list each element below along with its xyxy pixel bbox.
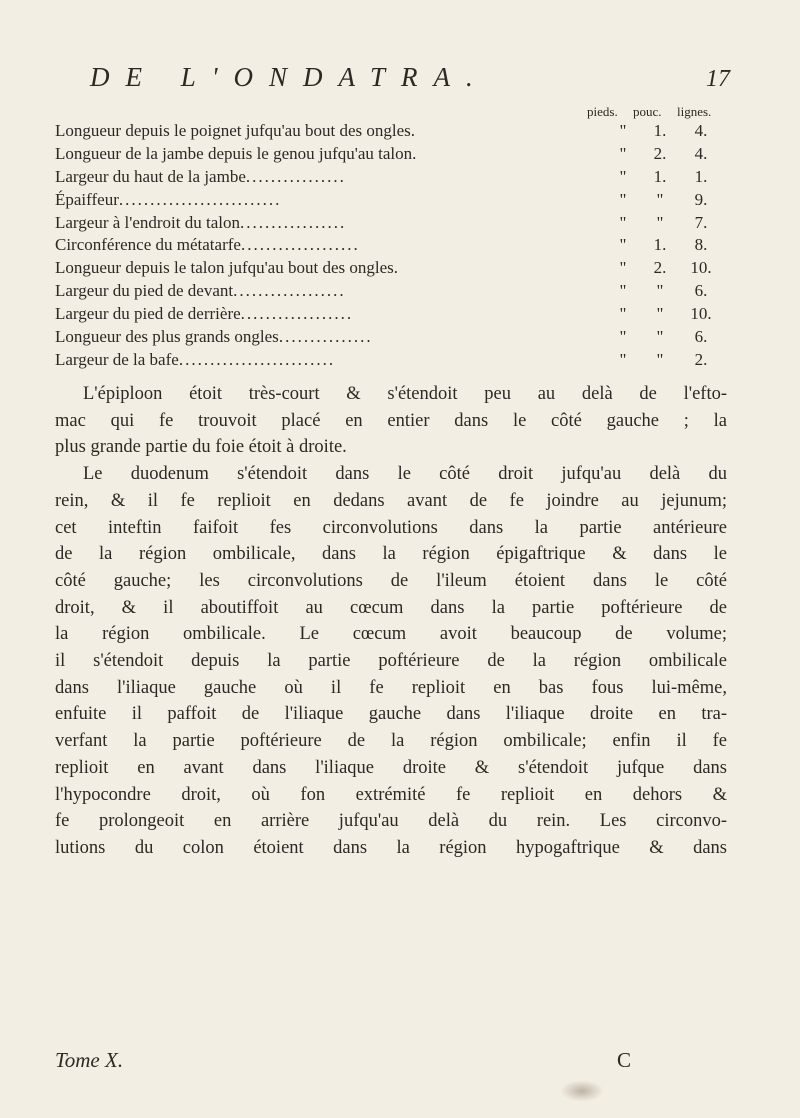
paper-stain — [560, 1080, 604, 1102]
value-pieds: " — [619, 189, 627, 209]
text-line: côté gauche; les circonvolutions de l'ileum étoient dans le côté — [55, 570, 727, 591]
measurement-text: Largeur à l'endroit du talon — [55, 212, 240, 232]
leader-dots: .................. — [240, 304, 354, 324]
column-headers — [55, 104, 725, 120]
text-line: droit, & il aboutiffoit au cœcum dans la partie poftérieure de — [55, 597, 727, 618]
value-pieds: " — [619, 166, 627, 186]
table-row — [55, 212, 725, 235]
value-pouces: " — [656, 304, 664, 324]
value-lignes: 4. — [694, 121, 708, 140]
signature-mark: C — [617, 1048, 632, 1072]
text-line: cet inteftin faifoit fes circonvolutions dans la partie antérieure — [55, 517, 727, 538]
value-lignes: 10. — [690, 258, 712, 278]
measurement-text: Longueur des plus grands ongles — [55, 327, 279, 347]
value-pieds: " — [619, 235, 627, 255]
measurement-label — [55, 143, 633, 166]
measurement-label — [55, 189, 633, 212]
table-row — [55, 189, 725, 212]
text-line: L'épiploon étoit très-court & s'étendoit peu au delà de l'efto- — [83, 384, 727, 404]
table-row — [55, 166, 725, 189]
value-pouces: 2. — [653, 258, 667, 278]
measurement-label — [55, 257, 633, 280]
text-line: plus grande partie du foie étoit à droite. — [55, 437, 347, 458]
leader-dots: .................. — [233, 281, 346, 301]
volume-label: Tome X. — [55, 1048, 124, 1072]
value-pouces: 2. — [653, 143, 667, 163]
text-line: l'hypocondre droit, où fon extrémité fe replioit en dehors & — [55, 784, 727, 805]
leader-dots: ................. — [239, 212, 347, 232]
text-line: rein, & il fe replioit en dedans avant de fe joindre au jejunum; — [55, 490, 727, 511]
table-row — [55, 234, 725, 257]
table-row — [55, 143, 725, 166]
table-row — [55, 120, 725, 143]
value-pouces: " — [656, 349, 664, 369]
column-header-pouces: pouc. — [633, 104, 662, 119]
column-header-lignes: lignes. — [677, 104, 712, 119]
text-line: enfuite il paffoit de l'iliaque gauche dans l'iliaque droite en tra- — [55, 704, 727, 725]
measurement-label — [55, 349, 633, 372]
value-lignes: 10. — [690, 304, 712, 324]
page-number: 17 — [706, 66, 730, 92]
measurement-label — [55, 280, 633, 303]
value-pieds: " — [619, 327, 627, 347]
leader-dots: ................ — [245, 166, 346, 186]
text-line: replioit en avant dans l'iliaque droite & s'étendoit jufque dans — [55, 757, 727, 778]
value-pieds: " — [619, 143, 627, 163]
text-line: lutions du colon étoient dans la région hypogaftrique & dans — [55, 837, 727, 858]
text-line: Le duodenum s'étendoit dans le côté droit jufqu'au delà du — [83, 464, 727, 485]
value-pouces: " — [656, 281, 664, 301]
measurement-text: Longueur depuis le talon jufqu'au bout des ongles. — [55, 258, 398, 278]
measurements-table — [55, 104, 725, 372]
measurement-text: Longueur depuis le poignet jufqu'au bout des ongles. — [55, 121, 415, 140]
text-line: dans l'iliaque gauche où il fe replioit en bas fous lui-même, — [55, 677, 727, 698]
value-pieds: " — [619, 121, 627, 140]
value-pouces: " — [656, 327, 664, 347]
value-pouces: 1. — [653, 121, 667, 140]
measurement-label — [55, 166, 633, 189]
measurement-rows — [55, 120, 725, 372]
measurement-label — [55, 326, 633, 349]
text-line: il s'étendoit depuis la partie poftérieure de la région ombilicale — [55, 651, 727, 672]
page-footer — [55, 1048, 655, 1072]
leader-dots: ......................... — [178, 349, 336, 369]
measurement-text: Circonférence du métatarfe — [55, 235, 241, 255]
leader-dots: ................... — [240, 235, 360, 255]
value-lignes: 6. — [694, 281, 708, 301]
text-line: verfant la partie poftérieure de la région ombilicale; enfin il fe — [55, 731, 727, 752]
measurement-text: Largeur du pied de derrière — [55, 304, 241, 324]
measurement-label — [55, 120, 633, 143]
measurement-text: Largeur du haut de la jambe — [55, 166, 246, 186]
value-lignes: 4. — [694, 143, 708, 163]
text-line: fe prolongeoit en arrière jufqu'au delà du rein. Les circonvo- — [55, 811, 727, 832]
value-pieds: " — [619, 349, 627, 369]
text-line: de la région ombilicale, dans la région épigaftrique & dans le — [55, 544, 727, 565]
measurement-text: Largeur du pied de devant — [55, 281, 234, 301]
value-pouces: 1. — [653, 166, 667, 186]
table-row — [55, 349, 725, 372]
measurement-text: Largeur de la bafe — [55, 349, 179, 369]
value-lignes: 8. — [694, 235, 708, 255]
running-title: DE L'ONDATRA. — [90, 62, 489, 92]
body-text — [55, 381, 727, 862]
value-lignes: 2. — [694, 349, 708, 369]
value-lignes: 7. — [694, 212, 708, 232]
column-header-pieds: pieds. — [587, 104, 618, 119]
value-pouces: 1. — [653, 235, 667, 255]
measurement-label — [55, 234, 633, 257]
value-pieds: " — [619, 258, 627, 278]
text-line: mac qui fe trouvoit placé en entier dans le côté gauche ; la — [55, 410, 727, 431]
leader-dots: ............... — [278, 327, 373, 347]
value-pouces: " — [656, 189, 664, 209]
measurement-text: Longueur de la jambe depuis le genou jufqu'au talon. — [55, 143, 417, 163]
value-lignes: 9. — [694, 189, 708, 209]
table-row — [55, 326, 725, 349]
table-row — [55, 257, 725, 280]
text-line: la région ombilicale. Le cœcum avoit beaucoup de volume; — [55, 624, 727, 645]
measurement-label — [55, 212, 633, 235]
table-row — [55, 303, 725, 326]
value-pieds: " — [619, 212, 627, 232]
value-pieds: " — [619, 304, 627, 324]
page-header — [90, 62, 730, 102]
value-lignes: 6. — [694, 327, 708, 347]
leader-dots: .......................... — [118, 189, 282, 209]
value-pieds: " — [619, 281, 627, 301]
value-lignes: 1. — [694, 166, 708, 186]
value-pouces: " — [656, 212, 664, 232]
measurement-label — [55, 303, 633, 326]
measurement-text: Épaiffeur — [55, 189, 119, 209]
table-row — [55, 280, 725, 303]
